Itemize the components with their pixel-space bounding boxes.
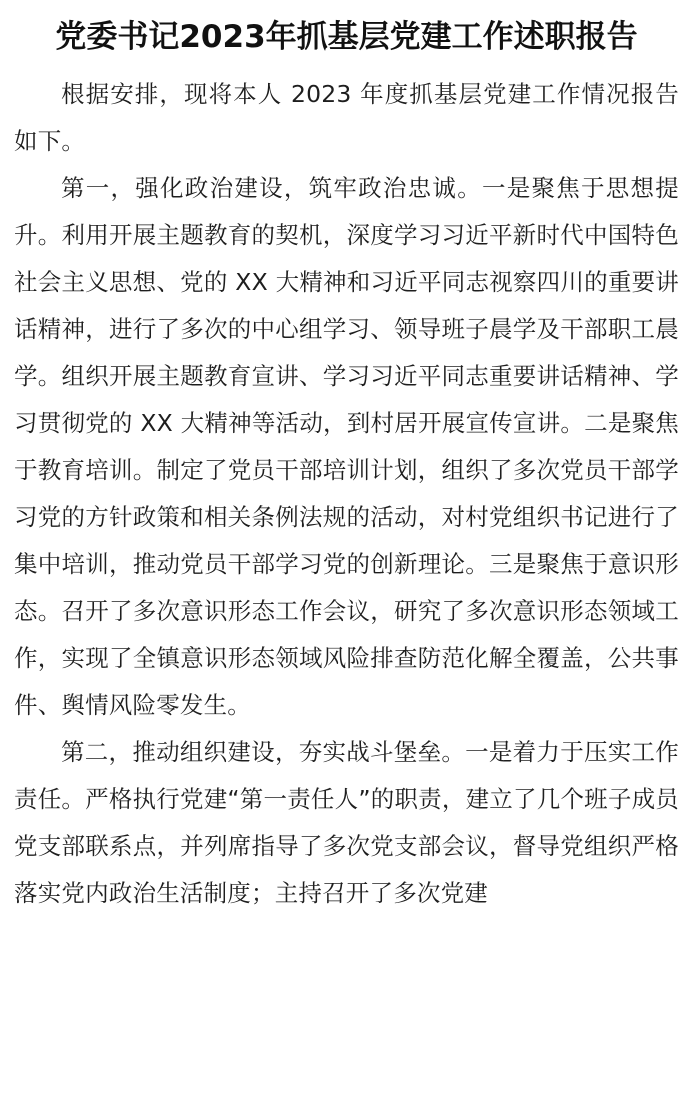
paragraph: 第一，强化政治建设，筑牢政治忠诚。一是聚焦于思想提升。利用开展主题教育的契机，深度学习习近平新时代中国特色社会主义思想、党的 XX 大精神和习近平同志视察四川的重要讲话精神，进行了多次的中心组学习、领导班子晨学及干部职工晨学。组织开展主题教育宣讲、学习习近平同志重要讲话精神、学习贯彻党的 XX 大精神等活动，到村居开展宣传宣讲。二是聚焦于教育培训。制定了党员干部培训计划，组织了多次党员干部学习党的方针政策和相关条例法规的活动，对村党组织书记进行了集中培训，推动党员干部学习党的创新理论。三是聚焦于意识形态。召开了多次意识形态工作会议，研究了多次意识形态领域工作，实现了全镇意识形态领域风险排查防范化解全覆盖，公共事件、舆情风险零发生。 [14,173,679,719]
document-title: 党委书记2023年抓基层党建工作述职报告 [55,19,638,55]
paragraph: 根据安排，现将本人 2023 年度抓基层党建工作情况报告如下。 [14,79,679,155]
document-body [14,71,679,917]
paragraph: 第二，推动组织建设，夯实战斗堡垒。一是着力于压实工作责任。严格执行党建“第一责任人”的职责，建立了几个班子成员党支部联系点，并列席指导了多次党支部会议，督导党组织严格落实党内政治生活制度；主持召开了多次党建 [14,737,679,907]
